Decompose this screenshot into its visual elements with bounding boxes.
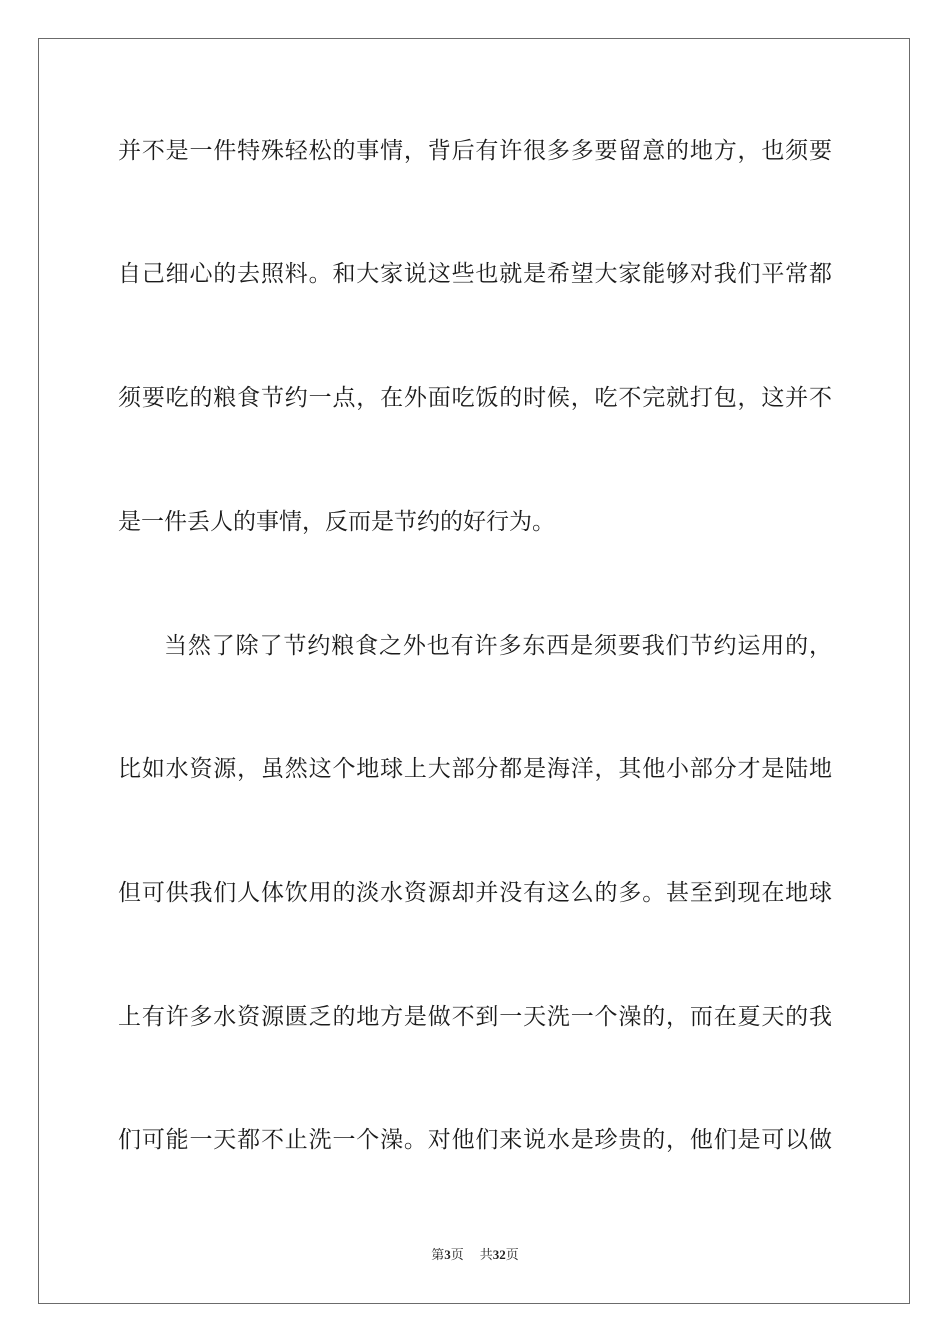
- page-border: [38, 38, 910, 1304]
- page-number: 3: [444, 1247, 451, 1262]
- text-line-1: 并不是一件特殊轻松的事情，背后有许很多多要留意的地方，也须要: [118, 138, 832, 164]
- total-pages: 32: [492, 1247, 506, 1262]
- text-line-9: 们可能一天都不止洗一个澡。对他们来说水是珍贵的，他们是可以做: [118, 1127, 832, 1153]
- text-line-3: 须要吃的粮食节约一点，在外面吃饭的时候，吃不完就打包，这并不: [118, 385, 832, 411]
- text-line-5: 当然了除了节约粮食之外也有许多东西是须要我们节约运用的，: [164, 633, 832, 659]
- text-line-4: 是一件丢人的事情，反而是节约的好行为。: [118, 509, 555, 535]
- page-suffix: 页: [450, 1247, 464, 1262]
- text-line-6: 比如水资源，虽然这个地球上大部分都是海洋，其他小部分才是陆地: [118, 756, 832, 782]
- text-line-8: 上有许多水资源匮乏的地方是做不到一天洗一个澡的，而在夏天的我: [118, 1004, 832, 1030]
- page-footer: [0, 1247, 950, 1263]
- total-suffix: 页: [505, 1247, 519, 1262]
- text-line-7: 但可供我们人体饮用的淡水资源却并没有这么的多。甚至到现在地球: [118, 880, 832, 906]
- total-prefix: 共: [479, 1247, 493, 1262]
- page-prefix: 第: [431, 1247, 445, 1262]
- text-line-2: 自己细心的去照料。和大家说这些也就是希望大家能够对我们平常都: [118, 261, 832, 287]
